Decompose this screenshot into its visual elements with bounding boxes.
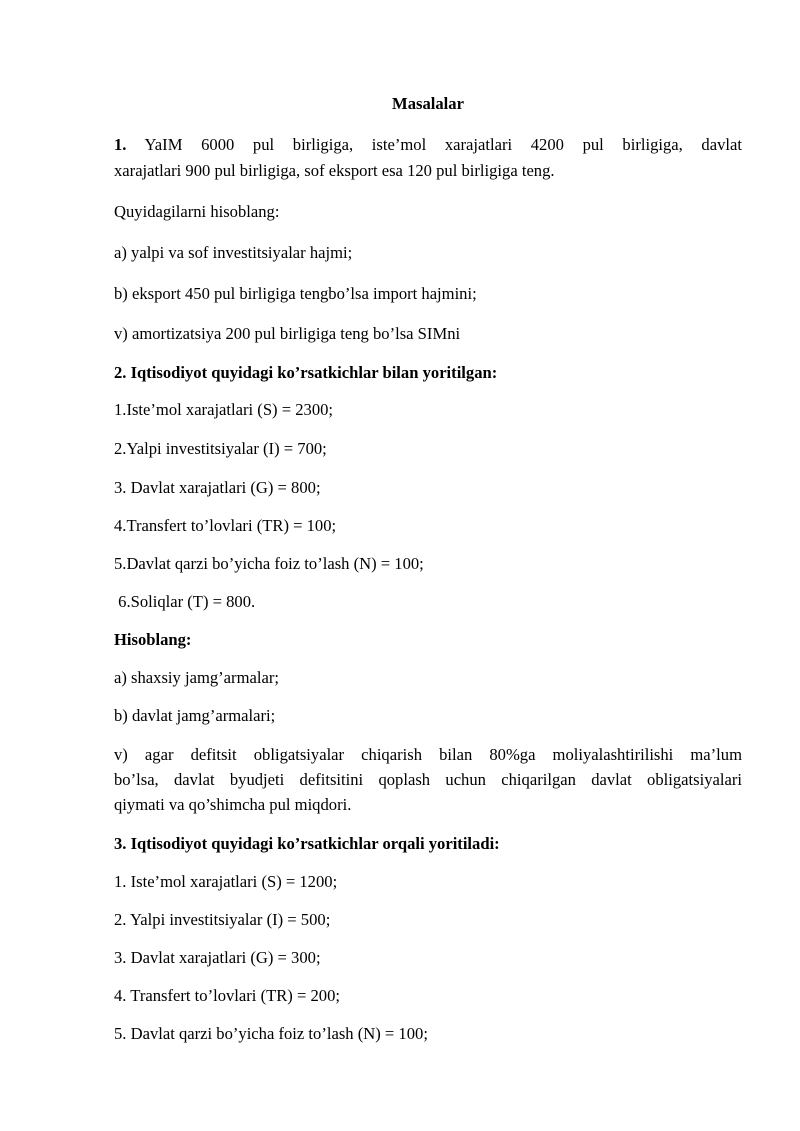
- problem-1-text-1: YaIM 6000 pul birligiga, iste’mol xarajatlari 4200 pul birligiga, davlat: [144, 135, 742, 154]
- problem-1-line-2: xarajatlari 900 pul birligiga, sof eksport esa 120 pul birligiga teng.: [114, 161, 555, 180]
- problem-2-item-b: b) davlat jamg’armalari;: [114, 706, 276, 725]
- problem-2-item-v-line-3: qiymati va qo’shimcha pul miqdori.: [114, 795, 352, 814]
- problem-2-item-v-line-1: v) agar defitsit obligatsiyalar chiqarish bilan 80%ga moliyalashtirilishi ma’lum: [114, 745, 742, 764]
- problem-2-item-3: 3. Davlat xarajatlari (G) = 800;: [114, 478, 321, 497]
- problem-1-item-v: v) amortizatsiya 200 pul birligiga teng bo’lsa SIMni: [114, 324, 461, 343]
- problem-2-heading: 2. Iqtisodiyot quyidagi ko’rsatkichlar bilan yoritilgan:: [114, 363, 498, 382]
- problem-2-item-a: a) shaxsiy jamg’armalar;: [114, 668, 279, 687]
- problem-2-item-6: 6.Soliqlar (T) = 800.: [114, 592, 256, 611]
- problem-3-item-5: 5. Davlat qarzi bo’yicha foiz to’lash (N) = 100;: [114, 1024, 428, 1043]
- problem-2-calc-heading: Hisoblang:: [114, 630, 192, 649]
- problem-3-item-1: 1. Iste’mol xarajatlari (S) = 1200;: [114, 872, 338, 891]
- problem-2-item-v-line-2: bo’lsa, davlat byudjeti defitsitini qoplash uchun chiqarilgan davlat obligatsiyalari: [114, 770, 742, 789]
- problem-2-item-2: 2.Yalpi investitsiyalar (I) = 700;: [114, 439, 327, 458]
- problem-3-item-4: 4. Transfert to’lovlari (TR) = 200;: [114, 986, 340, 1005]
- problem-3-item-3: 3. Davlat xarajatlari (G) = 300;: [114, 948, 321, 967]
- problem-1-item-a: a) yalpi va sof investitsiyalar hajmi;: [114, 243, 353, 262]
- problem-1-intro: Quyidagilarni hisoblang:: [114, 202, 280, 221]
- page-title: Masalalar: [392, 94, 464, 113]
- problem-2-item-4: 4.Transfert to’lovlari (TR) = 100;: [114, 516, 337, 535]
- problem-1-item-b: b) eksport 450 pul birligiga tengbo’lsa import hajmini;: [114, 284, 477, 303]
- problem-1-line-1: [114, 135, 742, 155]
- problem-2-item-1: 1.Iste’mol xarajatlari (S) = 2300;: [114, 400, 334, 419]
- problem-3-item-2: 2. Yalpi investitsiyalar (I) = 500;: [114, 910, 331, 929]
- problem-2-item-5: 5.Davlat qarzi bo’yicha foiz to’lash (N) = 100;: [114, 554, 424, 573]
- problem-3-heading: 3. Iqtisodiyot quyidagi ko’rsatkichlar orqali yoritiladi:: [114, 834, 500, 853]
- problem-1-number: 1.: [114, 135, 127, 154]
